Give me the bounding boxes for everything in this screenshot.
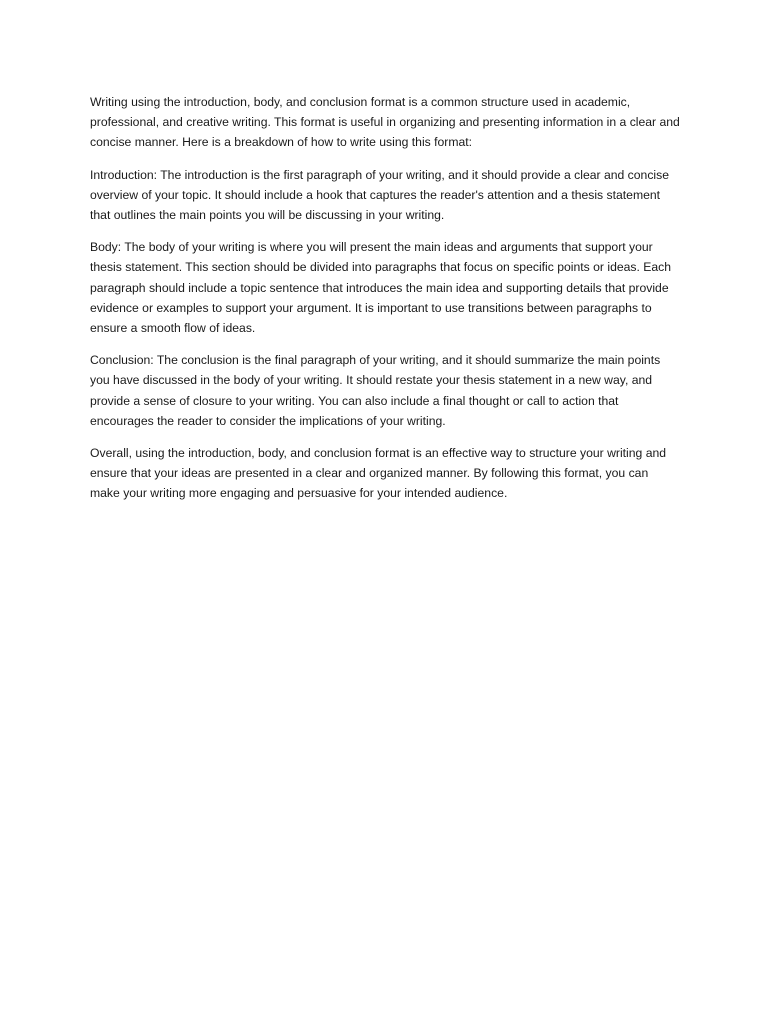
paragraph-conclusion: Conclusion: The conclusion is the final paragraph of your writing, and it should summarize the main points you have discussed in the body of your writing. It should restate your thesis statement in a new way, and provide a sense of closure to your writing. You can also include a final thought or call to action that encourages the reader to consider the implications of your writing. [90,353,661,428]
paragraph-introduction: Introduction: The introduction is the first paragraph of your writing, and it should provide a clear and concise overview of your topic. It should include a hook that captures the reader's attention and a thesis statement that outlines the main points you will be discussing in your writing. [90,167,670,223]
paragraph-body: Body: The body of your writing is where you will present the main ideas and arguments that support your thesis statement. This section should be divided into paragraphs that focus on specific points or ideas. Each paragraph should include a topic sentence that introduces the main idea and supporting details that provide evidence or examples to support your argument. It is important to use transitions between paragraphs to ensure a smooth flow of ideas. [90,240,672,336]
document-body [90,92,680,516]
paragraph-overview: Writing using the introduction, body, and conclusion format is a common structure used in academic, professional, and creative writing. This format is useful in organizing and presenting information in a clear and concise manner. Here is a breakdown of how to write using this format: [90,95,680,150]
paragraph-overall: Overall, using the introduction, body, and conclusion format is an effective way to structure your writing and ensure that your ideas are presented in a clear and organized manner. By following this format, you can make your writing more engaging and persuasive for your intended audience. [90,446,667,501]
